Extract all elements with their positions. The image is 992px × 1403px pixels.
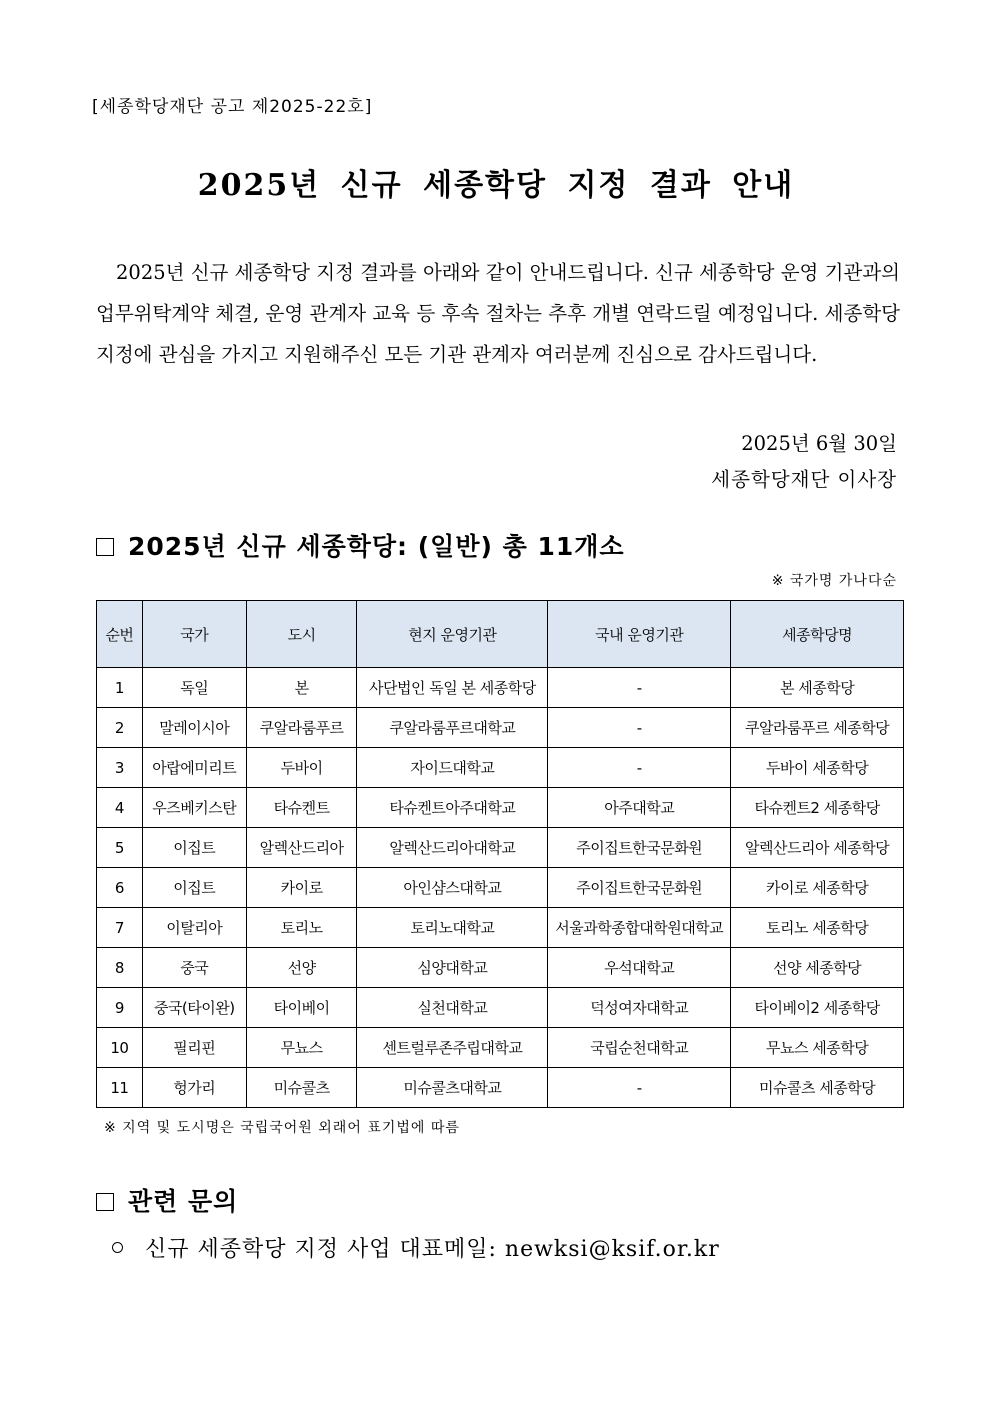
cell-country: 이집트 [142, 868, 246, 908]
square-outline-icon [96, 1193, 114, 1211]
table-footnote: ※ 지역 및 도시명은 국립국어원 외래어 표기법에 따름 [104, 1120, 460, 1136]
table-row [97, 828, 904, 868]
cell-local-institution: 타슈켄트아주대학교 [357, 788, 548, 828]
header-country: 국가 [142, 601, 246, 668]
cell-no: 8 [97, 948, 143, 988]
section-designated-list-heading [96, 527, 625, 563]
cell-no: 2 [97, 708, 143, 748]
cell-city: 선양 [246, 948, 357, 988]
header-city: 도시 [246, 601, 357, 668]
cell-institute-name: 타슈켄트2 세종학당 [731, 788, 904, 828]
header-domestic-institution: 국내 운영기관 [548, 601, 731, 668]
cell-no: 9 [97, 988, 143, 1028]
cell-institute-name: 알렉산드리아 세종학당 [731, 828, 904, 868]
cell-local-institution: 심양대학교 [357, 948, 548, 988]
header-institute-name: 세종학당명 [731, 601, 904, 668]
intro-text: 2025년 신규 세종학당 지정 결과를 아래와 같이 안내드립니다. 신규 세종학당 운영 기관과의 업무위탁계약 체결, 운영 관계자 교육 등 후속 절차는 추후 개별 연락드릴 예정입니다. 세종학당 지정에 관심을 가지고 지원해주신 모든 기관 관계자 여러분께 진심으로 감사드립니다. [96, 261, 900, 366]
square-outline-icon [96, 538, 114, 556]
cell-city: 쿠알라룸푸르 [246, 708, 357, 748]
cell-local-institution: 쿠알라룸푸르대학교 [357, 708, 548, 748]
cell-city: 알렉산드리아 [246, 828, 357, 868]
notice-date: 2025년 6월 30일 [741, 432, 897, 455]
cell-institute-name: 쿠알라룸푸르 세종학당 [731, 708, 904, 748]
cell-country: 우즈베키스탄 [142, 788, 246, 828]
cell-domestic-institution: 주이집트한국문화원 [548, 828, 731, 868]
table-header-row [97, 601, 904, 668]
cell-local-institution: 실천대학교 [357, 988, 548, 1028]
cell-country: 이집트 [142, 828, 246, 868]
cell-institute-name: 본 세종학당 [731, 668, 904, 708]
table-row [97, 988, 904, 1028]
cell-institute-name: 토리노 세종학당 [731, 908, 904, 948]
cell-city: 토리노 [246, 908, 357, 948]
cell-institute-name: 타이베이2 세종학당 [731, 988, 904, 1028]
cell-local-institution: 미슈콜츠대학교 [357, 1068, 548, 1108]
table-row [97, 1068, 904, 1108]
cell-institute-name: 미슈콜츠 세종학당 [731, 1068, 904, 1108]
cell-local-institution: 토리노대학교 [357, 908, 548, 948]
table-row [97, 908, 904, 948]
section-heading-text: 관련 문의 [128, 1187, 239, 1216]
cell-country: 필리핀 [142, 1028, 246, 1068]
cell-city: 본 [246, 668, 357, 708]
table-row [97, 788, 904, 828]
cell-domestic-institution: - [548, 1068, 731, 1108]
header-no: 순번 [97, 601, 143, 668]
page-title: 2025년 신규 세종학당 지정 결과 안내 [197, 168, 795, 203]
cell-no: 4 [97, 788, 143, 828]
cell-no: 3 [97, 748, 143, 788]
cell-no: 1 [97, 668, 143, 708]
cell-domestic-institution: 서울과학종합대학원대학교 [548, 908, 731, 948]
cell-country: 중국(타이완) [142, 988, 246, 1028]
cell-institute-name: 카이로 세종학당 [731, 868, 904, 908]
cell-local-institution: 자이드대학교 [357, 748, 548, 788]
cell-domestic-institution: - [548, 708, 731, 748]
sort-note: ※ 국가명 가나다순 [771, 573, 897, 589]
notice-number: [세종학당재단 공고 제2025-22호] [92, 97, 373, 117]
cell-city: 무뇨스 [246, 1028, 357, 1068]
cell-no: 6 [97, 868, 143, 908]
cell-domestic-institution: 아주대학교 [548, 788, 731, 828]
table-row [97, 708, 904, 748]
cell-domestic-institution: 우석대학교 [548, 948, 731, 988]
cell-no: 5 [97, 828, 143, 868]
cell-local-institution: 아인샴스대학교 [357, 868, 548, 908]
cell-country: 아랍에미리트 [142, 748, 246, 788]
contact-line [112, 1232, 720, 1263]
cell-domestic-institution: 주이집트한국문화원 [548, 868, 731, 908]
table-row [97, 868, 904, 908]
cell-domestic-institution: 덕성여자대학교 [548, 988, 731, 1028]
table-row [97, 1028, 904, 1068]
cell-local-institution: 센트럴루존주립대학교 [357, 1028, 548, 1068]
cell-domestic-institution: - [548, 748, 731, 788]
table-row [97, 948, 904, 988]
cell-city: 미슈콜츠 [246, 1068, 357, 1108]
intro-paragraph [96, 252, 900, 375]
cell-local-institution: 사단법인 독일 본 세종학당 [357, 668, 548, 708]
cell-no: 11 [97, 1068, 143, 1108]
section-inquiry-heading [96, 1182, 238, 1218]
cell-country: 중국 [142, 948, 246, 988]
cell-no: 10 [97, 1028, 143, 1068]
cell-no: 7 [97, 908, 143, 948]
cell-city: 카이로 [246, 868, 357, 908]
cell-institute-name: 선양 세종학당 [731, 948, 904, 988]
signer: 세종학당재단 이사장 [711, 468, 897, 491]
cell-city: 타이베이 [246, 988, 357, 1028]
cell-city: 타슈켄트 [246, 788, 357, 828]
cell-institute-name: 두바이 세종학당 [731, 748, 904, 788]
section-heading-text: 2025년 신규 세종학당: (일반) 총 11개소 [128, 532, 625, 561]
table-row [97, 748, 904, 788]
cell-country: 독일 [142, 668, 246, 708]
contact-email-text: 신규 세종학당 지정 사업 대표메일: newksi@ksif.or.kr [145, 1237, 720, 1262]
cell-city: 두바이 [246, 748, 357, 788]
table-body [97, 668, 904, 1108]
circle-outline-icon [112, 1242, 123, 1253]
cell-country: 이탈리아 [142, 908, 246, 948]
designation-table [96, 600, 904, 1108]
table-row [97, 668, 904, 708]
header-local-institution: 현지 운영기관 [357, 601, 548, 668]
cell-local-institution: 알렉산드리아대학교 [357, 828, 548, 868]
cell-domestic-institution: 국립순천대학교 [548, 1028, 731, 1068]
cell-institute-name: 무뇨스 세종학당 [731, 1028, 904, 1068]
cell-domestic-institution: - [548, 668, 731, 708]
cell-country: 헝가리 [142, 1068, 246, 1108]
cell-country: 말레이시아 [142, 708, 246, 748]
